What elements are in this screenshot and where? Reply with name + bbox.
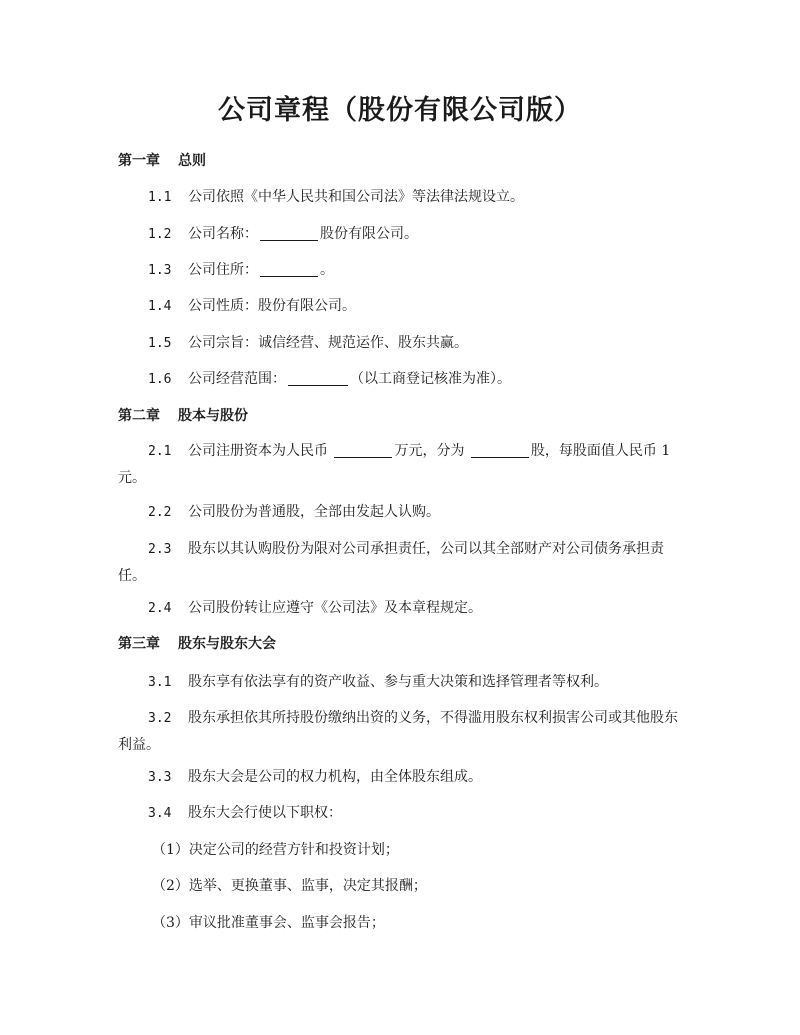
clause-1-4 <box>118 293 681 320</box>
clause-1-3 <box>118 257 681 284</box>
clause-1-5 <box>118 330 681 357</box>
clause-text: 公司依照《中华人民共和国公司法》等法律法规设立。 <box>188 189 524 205</box>
clause-number: 1.1 <box>148 190 172 205</box>
clause-number: 1.3 <box>148 263 172 278</box>
clause-text: 公司股份转让应遵守《公司法》及本章程规定。 <box>188 600 482 616</box>
fill-in-blank <box>260 260 318 277</box>
clause-text: 公司股份为普通股，全部由发起人认购。 <box>188 504 440 520</box>
clause-text: 。 <box>320 262 334 278</box>
clause-number: 3.1 <box>148 675 172 690</box>
clause-text: 股份有限公司。 <box>320 226 418 242</box>
chapter-heading <box>118 406 248 426</box>
chapter-number: 第二章 <box>118 408 160 424</box>
clause-2-4 <box>118 595 681 622</box>
clause-text: 股东享有依法享有的资产收益、参与重大决策和选择管理者等权利。 <box>188 674 608 690</box>
clause-text: 万元，分为 <box>394 443 469 459</box>
chapter-heading <box>118 151 206 171</box>
chapter-name: 股本与股份 <box>178 408 248 424</box>
clause-1-2 <box>118 221 681 248</box>
clause-2-2 <box>118 499 681 526</box>
clause-number: 1.4 <box>148 299 172 314</box>
clause-2-3 <box>118 536 681 589</box>
clause-text: 股东以其认购股份为限对公司承担责任，公司以其全部财产对公司债务承担责任。 <box>118 541 664 584</box>
clause-number: 3.2 <box>148 711 172 726</box>
clause-text: 公司经营范围： <box>188 371 286 387</box>
clause-2-1 <box>118 438 681 491</box>
clause-number: 3.3 <box>148 770 172 785</box>
clause-text: 股东大会行使以下职权： <box>188 805 342 821</box>
clause-number: 2.1 <box>148 444 172 459</box>
fill-in-blank <box>288 369 348 386</box>
document-title: 公司章程（股份有限公司版） <box>218 95 582 126</box>
clause-text: 公司住所： <box>188 262 258 278</box>
clause-text: 公司名称： <box>188 226 258 242</box>
clause-3-1 <box>118 669 681 696</box>
clause-text: 公司性质：股份有限公司。 <box>188 298 356 314</box>
clause-number: 2.3 <box>148 542 172 557</box>
clause-number: 2.2 <box>148 505 172 520</box>
clause-number: 2.4 <box>148 601 172 616</box>
clause-number: 1.2 <box>148 227 172 242</box>
clause-text: 公司宗旨：诚信经营、规范运作、股东共赢。 <box>188 335 468 351</box>
clause-number: 3.4 <box>148 806 172 821</box>
clause-text: 公司注册资本为人民币 <box>188 443 333 459</box>
clause-3-3 <box>118 764 681 791</box>
clause-3-2 <box>118 705 681 758</box>
clause-3-4 <box>118 800 681 827</box>
clause-text: 股，每股面值人民币 1 元。 <box>118 443 671 486</box>
fill-in-blank <box>471 441 529 458</box>
clause-number: 1.5 <box>148 336 172 351</box>
fill-in-blank <box>334 441 392 458</box>
chapter-name: 股东与股东大会 <box>178 636 276 652</box>
clause-number: 1.6 <box>148 372 172 387</box>
clause-text: 股东承担依其所持股份缴纳出资的义务，不得滥用股东权利损害公司或其他股东利益。 <box>118 710 678 753</box>
clause-1-6 <box>118 366 681 393</box>
chapter-heading <box>118 634 276 654</box>
clause-1-1 <box>118 184 681 211</box>
list-item: （3）审议批准董事会、监事会报告； <box>152 915 385 931</box>
clause-text: （以工商登记核准为准）。 <box>350 371 511 387</box>
chapter-number: 第三章 <box>118 636 160 652</box>
chapter-number: 第一章 <box>118 153 160 169</box>
fill-in-blank <box>260 224 318 241</box>
clause-text: 股东大会是公司的权力机构，由全体股东组成。 <box>188 769 482 785</box>
list-item: （2）选举、更换董事、监事，决定其报酬； <box>152 878 427 894</box>
chapter-name: 总则 <box>178 153 206 169</box>
list-item: （1）决定公司的经营方针和投资计划； <box>152 842 399 858</box>
